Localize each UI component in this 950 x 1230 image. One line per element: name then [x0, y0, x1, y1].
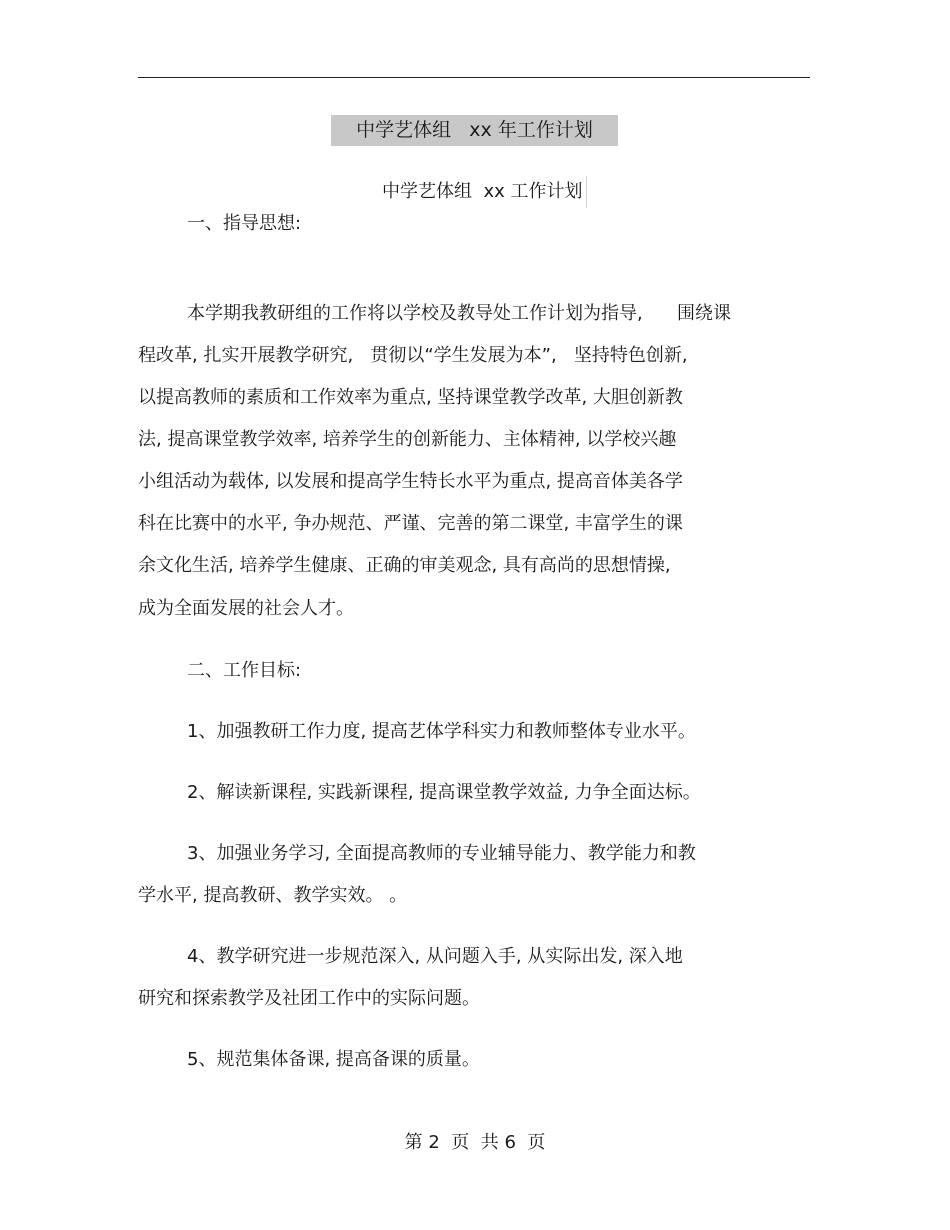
goal-item-1: 1、加强教研工作力度, 提高艺体学科实力和教师整体专业水平。	[187, 721, 696, 742]
paragraph-line: 程改革, 扎实开展教学研究, 贯彻以“学生发展为本”, 坚持特色创新,	[138, 345, 688, 366]
paragraph-line: 科在比赛中的水平, 争办规范、严谨、完善的第二课堂, 丰富学生的课	[138, 513, 683, 534]
goal-item-3-continued: 学水平, 提高教研、教学实效。 。	[138, 885, 408, 906]
goal-item-2: 2、解读新课程, 实践新课程, 提高课堂教学效益, 力争全面达标。	[187, 782, 701, 803]
paragraph-line: 以提高教师的素质和工作效率为重点, 坚持课堂教学改革, 大胆创新教	[138, 387, 683, 408]
page-number-footer: 第 2 页 共 6 页	[404, 1132, 546, 1153]
section-heading-guiding-ideology: 一、指导思想:	[187, 213, 302, 234]
paragraph-line: 余文化生活, 培养学生健康、正确的审美观念, 具有高尚的思想情操,	[138, 555, 671, 576]
paragraph-line: 小组活动为载体, 以发展和提高学生特长水平为重点, 提高音体美各学	[138, 471, 683, 492]
header-rule	[138, 77, 810, 78]
paragraph-line: 成为全面发展的社会人才。	[138, 598, 354, 619]
section-heading-work-goals: 二、工作目标:	[187, 660, 302, 681]
paragraph-line: 本学期我教研组的工作将以学校及教导处工作计划为指导, 围绕课	[187, 303, 732, 324]
goal-item-5: 5、规范集体备课, 提高备课的质量。	[187, 1049, 480, 1070]
document-title: 中学艺体组 xx 年工作计划	[331, 115, 618, 146]
goal-item-4-continued: 研究和探索教学及社团工作中的实际问题。	[138, 988, 480, 1009]
document-subtitle: 中学艺体组 xx 工作计划	[382, 176, 587, 208]
goal-item-3: 3、加强业务学习, 全面提高教师的专业辅导能力、教学能力和教	[187, 843, 696, 864]
paragraph-line: 法, 提高课堂教学效率, 培养学生的创新能力、主体精神, 以学校兴趣	[138, 429, 677, 450]
goal-item-4: 4、教学研究进一步规范深入, 从问题入手, 从实际出发, 深入地	[187, 946, 683, 967]
